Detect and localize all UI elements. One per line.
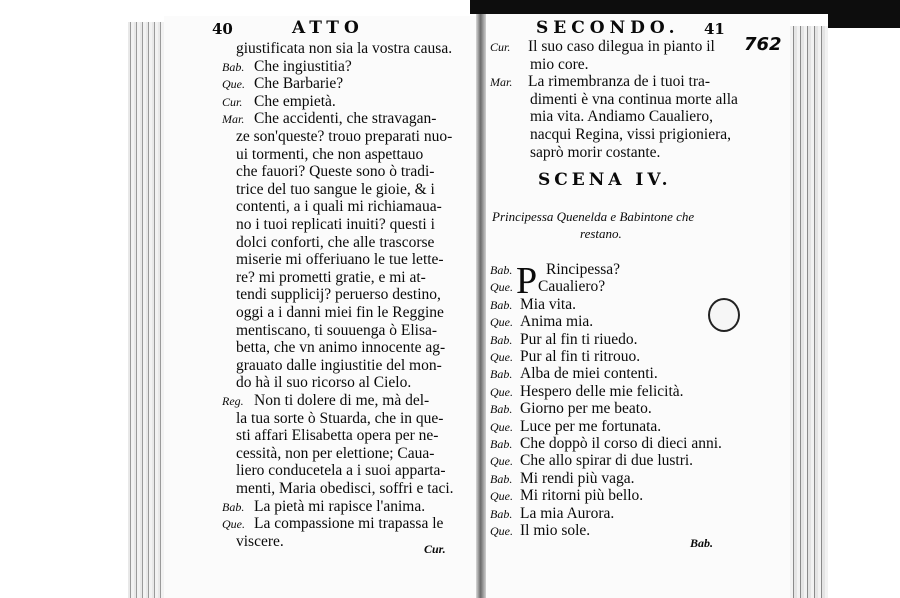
line-text: La mia Aurora. xyxy=(520,504,615,522)
text-line xyxy=(530,108,713,126)
text-line xyxy=(236,251,444,269)
line-text: saprò morir costante. xyxy=(530,143,661,161)
speaker-label: Que. xyxy=(490,384,513,399)
line-text: viscere. xyxy=(236,532,284,550)
line-text: re? mi prometti gratie, e mi at- xyxy=(236,268,426,286)
speaker-label: Bab. xyxy=(222,499,245,514)
drop-cap-letter: P xyxy=(516,260,538,302)
text-line xyxy=(530,144,660,162)
text-line xyxy=(236,163,434,181)
line-text: do hà il suo ricorso al Cielo. xyxy=(236,374,412,392)
text-line xyxy=(236,445,434,463)
line-text: mia vita. Andiamo Caualiero, xyxy=(530,108,713,126)
speaker-label: Que. xyxy=(222,517,245,532)
speaker-label: Que. xyxy=(490,419,513,434)
line-text: La pietà mi rapisce l'anima. xyxy=(254,497,426,515)
speaker-label: Bab. xyxy=(490,367,513,382)
text-line xyxy=(236,40,452,58)
speaker-label: Bab. xyxy=(490,332,513,347)
text-line xyxy=(490,487,643,505)
speaker-label: Bab. xyxy=(490,402,513,417)
text-line xyxy=(490,261,620,279)
left-running-head: ATTO xyxy=(292,18,364,38)
left-page-edges xyxy=(128,22,164,598)
text-line xyxy=(236,410,443,428)
left-page-number: 40 xyxy=(212,20,233,38)
line-text: dimenti è vna continua morte alla xyxy=(530,90,738,108)
paper-hole xyxy=(708,298,740,332)
text-line xyxy=(490,383,684,401)
line-text: Che ingiustitia? xyxy=(254,57,352,75)
text-line xyxy=(236,234,434,252)
text-line xyxy=(490,73,710,91)
line-text: grauato dalle ingiustitie del mon- xyxy=(236,356,442,374)
book-gutter xyxy=(476,14,486,598)
line-text: La compassione mi trapassa le xyxy=(254,515,444,533)
line-text: oggi a i danni miei fin le Reggine xyxy=(236,304,444,321)
scene-title: SCENA IV. xyxy=(538,170,672,190)
line-text: ze son'queste? trouo preparati nuo- xyxy=(236,128,453,145)
handwritten-shelf-number: 762 xyxy=(744,34,782,55)
text-line xyxy=(222,392,429,410)
scene-persons-line2: restano. xyxy=(580,226,622,241)
text-line xyxy=(236,462,446,480)
line-text: che fauori? Queste sono ò tradi- xyxy=(236,163,435,181)
line-text: giustificata non sia la vostra causa. xyxy=(236,40,453,57)
line-text: La rimembranza de i tuoi tra- xyxy=(528,73,711,91)
speaker-label: Que. xyxy=(490,489,513,504)
speaker-label: Reg. xyxy=(222,394,244,408)
right-catchword: Bab. xyxy=(690,536,714,550)
text-line xyxy=(236,339,445,357)
text-line xyxy=(236,480,454,498)
speaker-label: Que. xyxy=(490,350,513,364)
speaker-label: Cur. xyxy=(490,40,511,54)
speaker-label: Que. xyxy=(490,280,513,295)
text-line xyxy=(222,110,436,128)
text-line xyxy=(530,56,589,74)
speaker-label: Cur. xyxy=(222,94,243,109)
left-catchword: Cur. xyxy=(424,542,446,556)
line-text: sti affari Elisabetta opera per ne- xyxy=(236,427,439,445)
text-line xyxy=(236,286,441,304)
text-line xyxy=(490,313,593,331)
line-text: ui tormenti, che non aspettauo xyxy=(236,145,424,163)
speaker-label: Bab. xyxy=(490,263,513,277)
text-line xyxy=(490,278,605,296)
speaker-label: Bab. xyxy=(490,437,513,451)
text-line xyxy=(490,331,638,349)
right-page-edges xyxy=(790,26,828,598)
text-line xyxy=(490,400,652,418)
speaker-label: Que. xyxy=(490,454,513,469)
text-line xyxy=(236,146,423,164)
line-text: Che accidenti, che stravagan- xyxy=(254,110,437,128)
line-text: Rincipessa? xyxy=(546,261,621,278)
line-text: mio core. xyxy=(530,55,589,73)
text-line xyxy=(236,427,438,445)
text-line xyxy=(490,505,614,523)
text-line xyxy=(236,357,442,375)
line-text: tendi supplicij? peruerso destino, xyxy=(236,286,441,304)
speaker-label: Bab. xyxy=(490,506,513,521)
scene-persons-line1: Principessa Quenelda e Babintone che xyxy=(492,209,695,224)
line-text: Alba de miei contenti. xyxy=(520,365,658,383)
text-line xyxy=(490,522,590,540)
text-line xyxy=(490,452,693,470)
line-text: dolci conforti, che alle trascorse xyxy=(236,233,435,251)
text-line xyxy=(490,365,658,383)
scan-dark-border-corner xyxy=(828,14,900,28)
line-text: Che allo spirar di due lustri. xyxy=(520,452,694,470)
text-line xyxy=(236,322,437,340)
text-line xyxy=(222,498,425,516)
line-text: Pur al fin ti riuedo. xyxy=(520,330,638,348)
text-line xyxy=(490,296,576,314)
text-line xyxy=(530,126,731,144)
line-text: liero conducetela a i suoi apparta- xyxy=(236,462,446,480)
text-line xyxy=(236,181,435,199)
speaker-label: Que. xyxy=(490,524,513,538)
text-line xyxy=(222,93,336,111)
right-running-head: SECONDO. xyxy=(536,18,680,38)
line-text: menti, Maria obedisci, soffri e taci. xyxy=(236,480,454,497)
line-text: Caualiero? xyxy=(538,278,606,296)
line-text: Mi rendi più vaga. xyxy=(520,469,635,487)
scan-dark-border-top xyxy=(470,0,900,14)
line-text: Che doppò il corso di dieci anni. xyxy=(520,435,722,452)
text-line xyxy=(222,75,343,93)
line-text: Che Barbarie? xyxy=(254,75,344,93)
text-line xyxy=(222,58,352,76)
text-line xyxy=(236,216,435,234)
text-line xyxy=(490,38,715,56)
right-page-number: 41 xyxy=(704,20,725,38)
text-line xyxy=(236,533,284,551)
speaker-label: Mar. xyxy=(490,75,513,90)
line-text: nacqui Regina, vissi prigioniera, xyxy=(530,126,732,143)
speaker-label: Que. xyxy=(490,315,513,330)
text-line xyxy=(530,91,738,109)
line-text: Non ti dolere di me, mà del- xyxy=(254,392,430,409)
text-line xyxy=(490,470,635,488)
line-text: Il mio sole. xyxy=(520,522,591,539)
text-line xyxy=(236,374,411,392)
text-line xyxy=(490,435,722,453)
speaker-label: Mar. xyxy=(222,112,245,127)
line-text: Che empietà. xyxy=(254,92,336,110)
line-text: contenti, a i quali mi richiamaua- xyxy=(236,198,442,216)
text-line xyxy=(236,198,442,216)
line-text: trice del tuo sangue le gioie, & i xyxy=(236,180,435,198)
line-text: betta, che vn animo innocente ag- xyxy=(236,339,446,357)
line-text: Il suo caso dilegua in pianto il xyxy=(528,38,715,55)
speaker-label: Bab. xyxy=(222,59,245,74)
line-text: Mi ritorni più bello. xyxy=(520,487,644,505)
text-line xyxy=(236,304,444,322)
line-text: cessità, non per elettione; Caua- xyxy=(236,444,435,462)
text-line xyxy=(236,269,426,287)
line-text: Luce per me fortunata. xyxy=(520,417,662,435)
text-line xyxy=(490,348,640,366)
line-text: miserie mi offeriuano le tue lette- xyxy=(236,251,444,269)
speaker-label: Bab. xyxy=(490,297,513,312)
line-text: Hespero delle mie felicità. xyxy=(520,382,684,400)
text-line xyxy=(236,128,452,146)
line-text: Anima mia. xyxy=(520,313,594,331)
line-text: Pur al fin ti ritrouo. xyxy=(520,348,641,365)
speaker-label: Que. xyxy=(222,77,245,92)
line-text: Giorno per me beato. xyxy=(520,400,652,418)
line-text: Mia vita. xyxy=(520,295,576,313)
text-line xyxy=(222,515,443,533)
speaker-label: Bab. xyxy=(490,471,513,486)
text-line xyxy=(490,418,661,436)
line-text: mentiscano, ti souuenga ò Elisa- xyxy=(236,321,438,339)
line-text: no i tuoi replicati inuiti? questi i xyxy=(236,216,435,233)
line-text: la tua sorte ò Stuarda, che in que- xyxy=(236,409,444,427)
